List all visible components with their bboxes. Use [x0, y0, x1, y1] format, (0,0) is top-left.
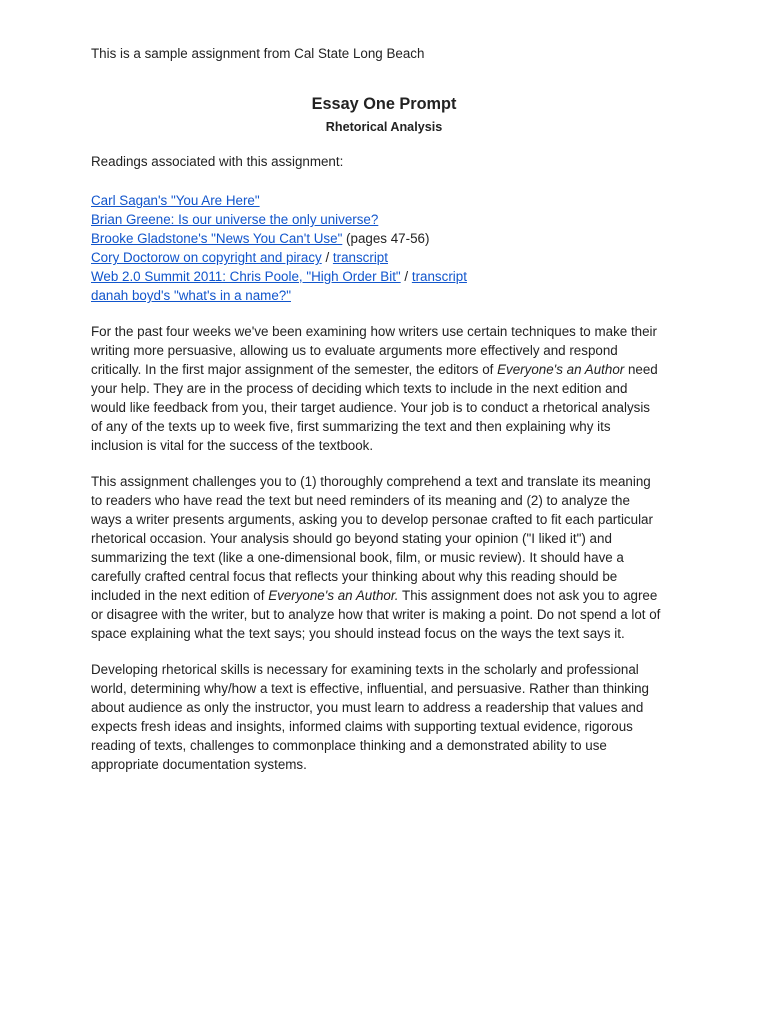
paragraph-line	[91, 360, 691, 379]
reading-link-doctorow-transcript[interactable]: transcript	[332, 250, 388, 265]
source-note: This is a sample assignment from Cal State Long Beach	[91, 46, 425, 61]
line-text: need	[624, 362, 658, 377]
paragraph-line: writing more persuasive, allowing us to evaluate arguments more effectively and respond	[91, 343, 618, 358]
reading-item	[91, 229, 467, 248]
paragraph-line: space explaining what the text says; you should instead focus on the ways the text says it.	[91, 626, 625, 641]
paragraph-line: or disagree with the writer, but to analyze how that writer is making a point. Do not spend a lot of	[91, 607, 661, 622]
readings-heading: Readings associated with this assignment:	[91, 154, 344, 169]
page-subtitle: Rhetorical Analysis	[325, 120, 443, 134]
paragraph-line: expects fresh ideas and insights, informed claims with supporting textual evidence, rigorous	[91, 719, 633, 734]
line-text: critically. In the first major assignment of the semester, the editors of	[91, 362, 498, 377]
paragraph-line: ways a writer presents arguments, asking you to develop personae crafted to fit each particular	[91, 512, 653, 527]
reading-link-doctorow[interactable]: Cory Doctorow on copyright and piracy	[91, 250, 322, 265]
paragraph-line: Developing rhetorical skills is necessary for examining texts in the scholarly and professional	[91, 662, 639, 677]
reading-link-greene[interactable]: Brian Greene: Is our universe the only universe?	[91, 212, 379, 227]
paragraph-line: world, determining why/how a text is effective, influential, and persuasive. Rather than thinking	[91, 681, 649, 696]
paragraph-line: carefully crafted central focus that reflects your thinking about why this reading should be	[91, 569, 618, 584]
paragraph-line: would like feedback from you, their target audience. Your job is to conduct a rhetorical analysis	[91, 400, 651, 415]
paragraph-line: reading of texts, challenges to commonplace thinking and a demonstrated ability to use	[91, 738, 607, 753]
paragraph-line: summarizing the text (like a one-dimensional book, film, or music review). It should have a	[91, 550, 624, 565]
paragraph-line: For the past four weeks we've been examining how writers use certain techniques to make their	[91, 324, 657, 339]
line-text: This assignment does not ask you to agree	[398, 588, 658, 603]
book-title: Everyone's an Author.	[268, 588, 399, 603]
paragraph-line: your help. They are in the process of deciding which texts to include in the next edition and	[91, 381, 628, 396]
reading-item	[91, 210, 467, 229]
book-title: Everyone's an Author	[497, 362, 625, 377]
reading-link-poole[interactable]: Web 2.0 Summit 2011: Chris Poole, "High Order Bit"	[91, 269, 401, 284]
reading-item	[91, 191, 467, 210]
reading-pages-note: (pages 47-56)	[342, 231, 430, 246]
link-separator: /	[321, 250, 333, 265]
paragraph-line: to readers who have read the text but need reminders of its meaning and (2) to analyze the	[91, 493, 630, 508]
reading-link-gladstone[interactable]: Brooke Gladstone's "News You Can't Use"	[91, 231, 343, 246]
readings-list	[91, 191, 467, 305]
reading-item	[91, 267, 467, 286]
line-text: included in the next edition of	[91, 588, 269, 603]
page-title: Essay One Prompt	[311, 95, 457, 113]
paragraph-line: This assignment challenges you to (1) thoroughly comprehend a text and translate its meaning	[91, 474, 651, 489]
paragraph-line: inclusion is vital for the success of the textbook.	[91, 438, 374, 453]
paragraph-line: about audience as only the instructor, you must learn to address a readership that values and	[91, 700, 644, 715]
paragraph-challenge	[91, 472, 691, 643]
paragraph-line: appropriate documentation systems.	[91, 757, 307, 772]
paragraph-intro	[91, 322, 691, 455]
reading-item	[91, 286, 467, 305]
reading-item	[91, 248, 467, 267]
reading-link-boyd[interactable]: danah boyd's "what's in a name?"	[91, 288, 291, 303]
paragraph-line: rhetorical occasion. Your analysis should go beyond stating your opinion ("I liked it") and	[91, 531, 612, 546]
link-separator: /	[400, 269, 412, 284]
reading-link-poole-transcript[interactable]: transcript	[411, 269, 467, 284]
reading-link-sagan[interactable]: Carl Sagan's "You Are Here"	[91, 193, 260, 208]
paragraph-skills	[91, 660, 691, 774]
paragraph-line	[91, 586, 691, 605]
paragraph-line: of any of the texts up to week five, first summarizing the text and then explaining why its	[91, 419, 611, 434]
